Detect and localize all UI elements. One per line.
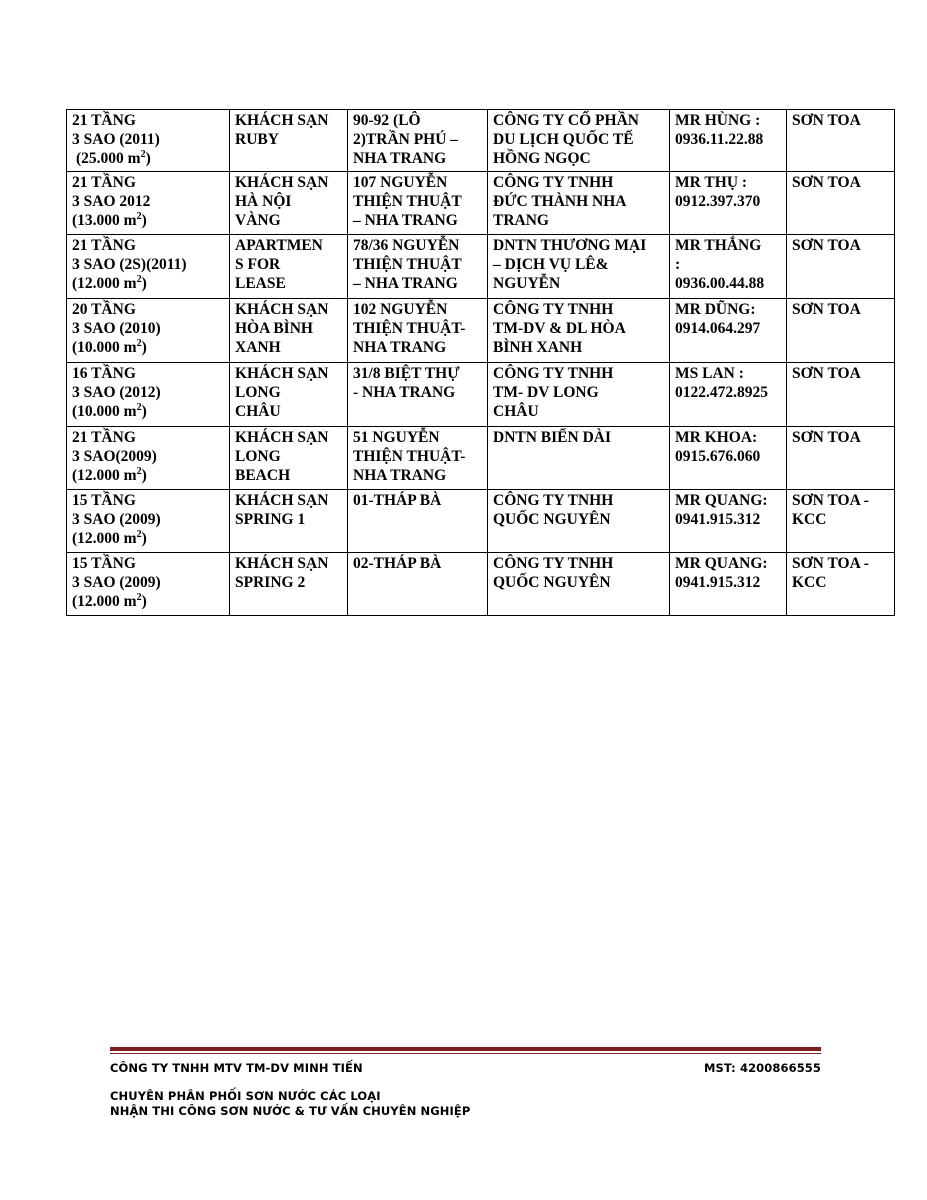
cell-line: – NHA TRANG xyxy=(353,275,458,292)
cell-line: CÔNG TY TNHH xyxy=(493,492,614,509)
cell-line: KHÁCH SẠN xyxy=(235,429,329,446)
cell-line: NGUYỄN xyxy=(493,275,561,292)
table-cell-name xyxy=(230,363,348,427)
table-cell-paint xyxy=(787,490,895,553)
cell-line: 3 SAO (2012) xyxy=(72,384,161,401)
area-close: ) xyxy=(141,530,147,547)
cell-line: DNTN THƯƠNG MẠI xyxy=(493,237,647,254)
cell-line: THIỆN THUẬT xyxy=(353,256,462,273)
cell-line: HÀ NỘI xyxy=(235,193,292,210)
table-cell-name xyxy=(230,172,348,235)
cell-line: HÒA BÌNH xyxy=(235,320,313,337)
cell-line: BEACH xyxy=(235,467,291,484)
cell-line: SƠN TOA xyxy=(792,112,861,129)
cell-line: 2)TRẦN PHÚ – xyxy=(353,131,459,148)
table-cell-address xyxy=(348,110,488,172)
cell-line: 21 TẦNG xyxy=(72,174,136,191)
cell-line: 31/8 BIỆT THỰ xyxy=(353,365,460,382)
table-cell-paint xyxy=(787,553,895,616)
cell-line: - NHA TRANG xyxy=(353,384,456,401)
cell-line: MR QUANG: xyxy=(675,492,768,509)
cell-line: DU LỊCH QUỐC TẾ xyxy=(493,131,634,148)
cell-line: 15 TẦNG xyxy=(72,492,136,509)
table-cell-name xyxy=(230,299,348,363)
table-cell-contact xyxy=(670,427,787,490)
cell-line: 01-THÁP BÀ xyxy=(353,492,442,509)
cell-line: – NHA TRANG xyxy=(353,212,458,229)
table-cell-address xyxy=(348,553,488,616)
table-row xyxy=(67,363,895,427)
table-cell-owner xyxy=(488,553,670,616)
area-close: ) xyxy=(141,467,147,484)
cell-line: MR HÙNG : xyxy=(675,112,761,129)
cell-line: 3 SAO (2S)(2011) xyxy=(72,256,187,273)
cell-line: XANH xyxy=(235,339,281,356)
cell-line: 90-92 (LÔ xyxy=(353,112,421,129)
table-cell-contact xyxy=(670,172,787,235)
cell-line: 0912.397.370 xyxy=(675,193,761,210)
cell-line: 102 NGUYỄN xyxy=(353,301,448,318)
cell-line: KHÁCH SẠN xyxy=(235,555,329,572)
table-cell-contact xyxy=(670,553,787,616)
cell-line: 16 TẦNG xyxy=(72,365,136,382)
cell-line: DNTN BIỂN DÀI xyxy=(493,429,611,446)
cell-line: 3 SAO (2009) xyxy=(72,574,161,591)
table-cell-name xyxy=(230,427,348,490)
table-cell-scale xyxy=(67,172,230,235)
cell-line: NHA TRANG xyxy=(353,467,447,484)
table-cell-owner xyxy=(488,363,670,427)
area-close: ) xyxy=(141,339,147,356)
cell-line: BÌNH XANH xyxy=(493,339,583,356)
cell-line: LONG xyxy=(235,448,281,465)
cell-line: QUỐC NGUYÊN xyxy=(493,574,611,591)
area-value: (10.000 m xyxy=(72,339,137,356)
cell-line: MR THẮNG xyxy=(675,237,762,254)
cell-line: 51 NGUYỄN xyxy=(353,429,440,446)
cell-line: KHÁCH SẠN xyxy=(235,301,329,318)
cell-area-line xyxy=(72,149,224,168)
cell-line: 21 TẦNG xyxy=(72,429,136,446)
cell-line: CÔNG TY TNHH xyxy=(493,555,614,572)
footer-service-line: NHẬN THI CÔNG SƠN NƯỚC & TƯ VẤN CHUYÊN NGHIỆP xyxy=(110,1104,471,1118)
table-cell-scale xyxy=(67,235,230,299)
projects-table xyxy=(66,109,895,616)
table-cell-address xyxy=(348,490,488,553)
cell-line: QUỐC NGUYÊN xyxy=(493,511,611,528)
table-cell-owner xyxy=(488,427,670,490)
cell-line: KHÁCH SẠN xyxy=(235,112,329,129)
table-cell-address xyxy=(348,172,488,235)
cell-line: 15 TẦNG xyxy=(72,555,136,572)
table-cell-contact xyxy=(670,235,787,299)
table-cell-scale xyxy=(67,427,230,490)
projects-table-body xyxy=(67,110,895,616)
cell-line: 3 SAO (2011) xyxy=(72,131,160,148)
cell-line: MR QUANG: xyxy=(675,555,768,572)
cell-line: MR DŨNG: xyxy=(675,301,756,318)
area-value: (10.000 m xyxy=(72,403,137,420)
table-cell-name xyxy=(230,110,348,172)
cell-line: CÔNG TY CỔ PHẦN xyxy=(493,112,639,129)
table-cell-paint xyxy=(787,427,895,490)
area-close: ) xyxy=(141,275,147,292)
table-cell-owner xyxy=(488,172,670,235)
table-cell-paint xyxy=(787,363,895,427)
cell-line: 0941.915.312 xyxy=(675,511,761,528)
cell-line: SƠN TOA - xyxy=(792,555,869,572)
table-row xyxy=(67,553,895,616)
area-unit-superscript: 2 xyxy=(136,337,142,349)
table-cell-scale xyxy=(67,110,230,172)
cell-line: KHÁCH SẠN xyxy=(235,365,329,382)
cell-line: RUBY xyxy=(235,131,279,148)
area-unit-superscript: 2 xyxy=(136,528,142,540)
page-footer xyxy=(110,1047,821,1119)
table-row xyxy=(67,490,895,553)
table-cell-address xyxy=(348,235,488,299)
cell-line: NHA TRANG xyxy=(353,339,447,356)
cell-line: 3 SAO (2009) xyxy=(72,511,161,528)
area-value: (12.000 m xyxy=(72,467,137,484)
cell-line: SƠN TOA xyxy=(792,237,861,254)
area-value: (12.000 m xyxy=(72,593,137,610)
cell-area-line xyxy=(72,211,224,230)
cell-line: KHÁCH SẠN xyxy=(235,492,329,509)
cell-line: THIỆN THUẬT- xyxy=(353,448,466,465)
cell-line: 3 SAO 2012 xyxy=(72,193,151,210)
cell-line: CHÂU xyxy=(235,403,281,420)
cell-line: THIỆN THUẬT xyxy=(353,193,462,210)
cell-line: 21 TẦNG xyxy=(72,112,136,129)
cell-line: 0915.676.060 xyxy=(675,448,761,465)
cell-line: NHA TRANG xyxy=(353,150,447,167)
table-cell-scale xyxy=(67,363,230,427)
table-cell-name xyxy=(230,553,348,616)
cell-line: APARTMEN xyxy=(235,237,323,254)
cell-line: KCC xyxy=(792,574,827,591)
cell-line: CÔNG TY TNHH xyxy=(493,365,614,382)
table-row xyxy=(67,172,895,235)
cell-line: – DỊCH VỤ LÊ& xyxy=(493,256,609,273)
table-cell-scale xyxy=(67,490,230,553)
area-close: ) xyxy=(145,150,151,167)
cell-line: SƠN TOA - xyxy=(792,492,869,509)
cell-area-line xyxy=(72,466,224,485)
area-unit-superscript: 2 xyxy=(136,210,142,222)
footer-company-row xyxy=(110,1061,821,1075)
cell-line: 78/36 NGUYỄN xyxy=(353,237,460,254)
table-cell-contact xyxy=(670,110,787,172)
cell-line: SPRING 2 xyxy=(235,574,306,591)
cell-line: SƠN TOA xyxy=(792,301,861,318)
cell-line: KHÁCH SẠN xyxy=(235,174,329,191)
cell-line: 0941.915.312 xyxy=(675,574,761,591)
cell-line: 0914.064.297 xyxy=(675,320,761,337)
cell-line: CÔNG TY TNHH xyxy=(493,301,614,318)
cell-line: 20 TẦNG xyxy=(72,301,136,318)
cell-line: SƠN TOA xyxy=(792,174,861,191)
table-cell-scale xyxy=(67,553,230,616)
area-value: (13.000 m xyxy=(72,212,137,229)
table-cell-contact xyxy=(670,490,787,553)
area-unit-superscript: 2 xyxy=(136,273,142,285)
footer-rule-thick xyxy=(110,1047,821,1051)
table-cell-address xyxy=(348,363,488,427)
cell-line: TRANG xyxy=(493,212,549,229)
table-cell-paint xyxy=(787,299,895,363)
cell-line: 0936.11.22.88 xyxy=(675,131,764,148)
cell-line: VÀNG xyxy=(235,212,281,229)
table-cell-paint xyxy=(787,235,895,299)
cell-line: ĐỨC THÀNH NHA xyxy=(493,193,627,210)
area-close: ) xyxy=(141,212,147,229)
cell-line: KCC xyxy=(792,511,827,528)
area-close: ) xyxy=(141,593,147,610)
footer-rule-thin xyxy=(110,1053,821,1054)
footer-service-line: CHUYÊN PHÂN PHỐI SƠN NƯỚC CÁC LOẠI xyxy=(110,1089,381,1103)
area-unit-superscript: 2 xyxy=(136,401,142,413)
cell-line: MR THỤ : xyxy=(675,174,748,191)
table-cell-paint xyxy=(787,110,895,172)
cell-area-line xyxy=(72,592,224,611)
cell-line: LEASE xyxy=(235,275,286,292)
cell-area-line xyxy=(72,338,224,357)
table-cell-owner xyxy=(488,490,670,553)
cell-line: S FOR xyxy=(235,256,281,273)
cell-line: 02-THÁP BÀ xyxy=(353,555,442,572)
table-cell-name xyxy=(230,490,348,553)
table-row xyxy=(67,299,895,363)
table-cell-contact xyxy=(670,299,787,363)
table-row xyxy=(67,110,895,172)
cell-line: THIỆN THUẬT- xyxy=(353,320,466,337)
table-cell-name xyxy=(230,235,348,299)
area-value: (12.000 m xyxy=(72,530,137,547)
cell-line: 0936.00.44.88 xyxy=(675,275,765,292)
area-unit-superscript: 2 xyxy=(140,148,146,160)
table-row xyxy=(67,427,895,490)
cell-area-line xyxy=(72,274,224,293)
cell-line: CHÂU xyxy=(493,403,539,420)
cell-line: 21 TẦNG xyxy=(72,237,136,254)
cell-line: MS LAN : xyxy=(675,365,744,382)
cell-area-line xyxy=(72,402,224,421)
cell-line: SPRING 1 xyxy=(235,511,306,528)
cell-line: TM-DV & DL HÒA xyxy=(493,320,626,337)
area-unit-superscript: 2 xyxy=(136,465,142,477)
cell-line: SƠN TOA xyxy=(792,429,861,446)
cell-line: 3 SAO(2009) xyxy=(72,448,157,465)
cell-line: HỒNG NGỌC xyxy=(493,150,591,167)
table-cell-owner xyxy=(488,235,670,299)
table-row xyxy=(67,235,895,299)
table-cell-owner xyxy=(488,110,670,172)
cell-area-line xyxy=(72,529,224,548)
cell-line: 3 SAO (2010) xyxy=(72,320,161,337)
table-cell-owner xyxy=(488,299,670,363)
table-cell-contact xyxy=(670,363,787,427)
area-close: ) xyxy=(141,403,147,420)
area-value: (25.000 m xyxy=(76,150,141,167)
footer-tax-id: MST: 4200866555 xyxy=(703,1061,821,1075)
footer-services xyxy=(110,1089,821,1119)
cell-line: 107 NGUYỄN xyxy=(353,174,448,191)
cell-line: SƠN TOA xyxy=(792,365,861,382)
table-cell-paint xyxy=(787,172,895,235)
footer-company-name: CÔNG TY TNHH MTV TM-DV MINH TIẾN xyxy=(110,1061,363,1075)
cell-line: LONG xyxy=(235,384,281,401)
table-cell-address xyxy=(348,427,488,490)
table-cell-scale xyxy=(67,299,230,363)
cell-line: : xyxy=(675,256,681,273)
table-cell-address xyxy=(348,299,488,363)
cell-line: 0122.472.8925 xyxy=(675,384,768,401)
cell-line: TM- DV LONG xyxy=(493,384,599,401)
area-value: (12.000 m xyxy=(72,275,137,292)
cell-line: CÔNG TY TNHH xyxy=(493,174,614,191)
cell-line: MR KHOA: xyxy=(675,429,758,446)
area-unit-superscript: 2 xyxy=(136,591,142,603)
